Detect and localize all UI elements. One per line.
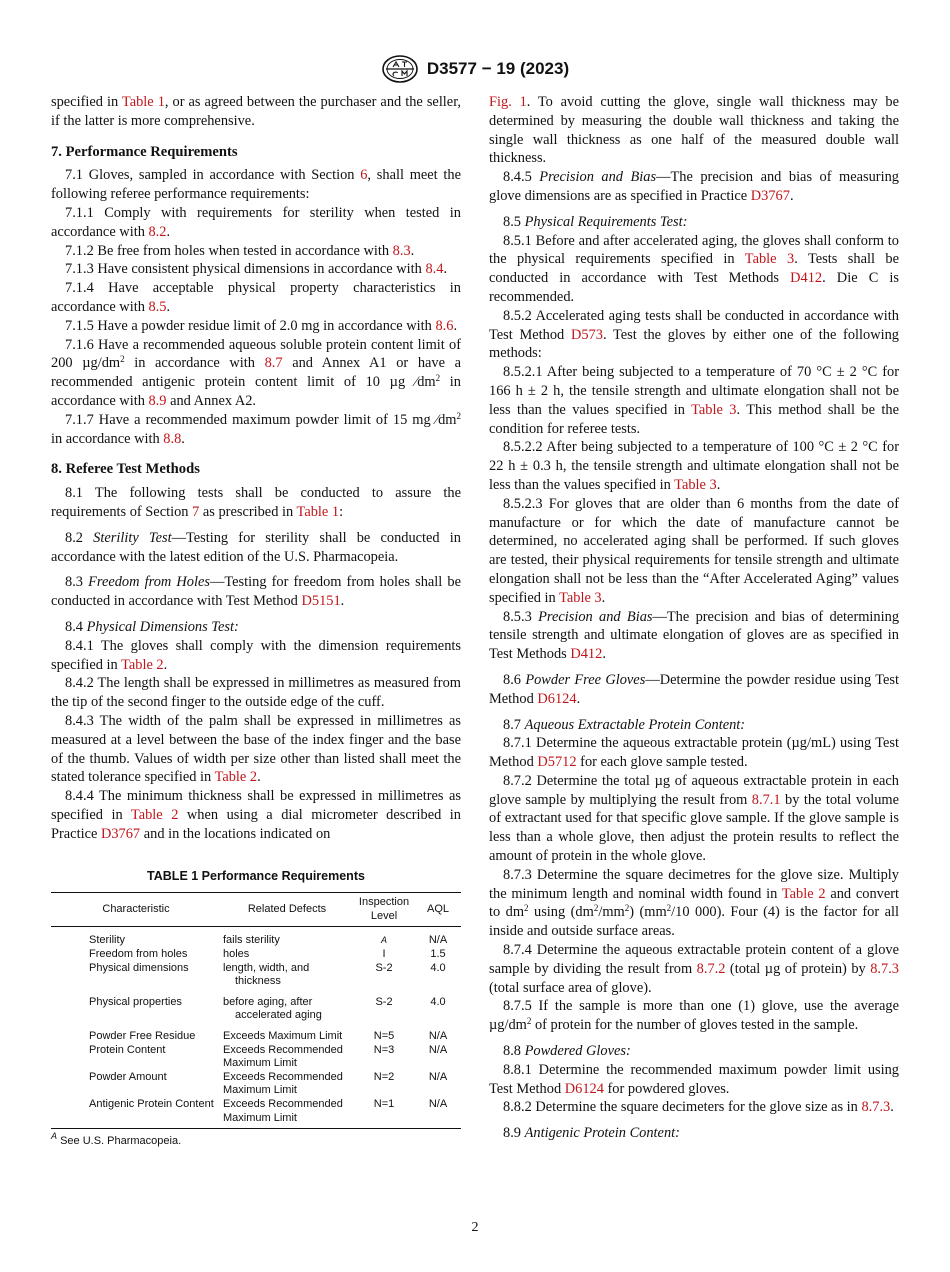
table-cell: 4.0 xyxy=(430,995,446,1008)
table-cell: N=3 xyxy=(373,1043,395,1056)
ref-link[interactable]: 8.7.2 xyxy=(696,960,726,977)
table-row xyxy=(51,948,461,962)
para-8-5: 8.5 Physical Requirements Test: xyxy=(503,213,688,230)
table-cell: N/A xyxy=(428,934,448,947)
table-cell: Exceeds Recommended Maximum Limit xyxy=(221,1098,353,1129)
table-1-title: TABLE 1 Performance Requirements xyxy=(147,869,365,884)
ref-link[interactable]: Table 2 xyxy=(214,769,258,786)
para-8-8-2: 8.8.2 Determine the square decimeters for the glove size as in 8.7.3. xyxy=(503,1099,894,1116)
para-7-1-4: 7.1.4 Have acceptable physical property characteristics in accordance with 8.5. xyxy=(51,280,461,315)
para-8-7: 8.7 Aqueous Extractable Protein Content: xyxy=(503,716,746,733)
ref-link[interactable]: 8.2 xyxy=(148,223,167,240)
para-8-1: 8.1 The following tests shall be conducted to assure the requirements of Section 7 as prescribed in Table 1: xyxy=(51,485,461,520)
table-cell: N/A xyxy=(415,1098,461,1129)
table-cell: 1.5 xyxy=(430,948,446,961)
ref-link[interactable]: D5151 xyxy=(301,593,341,610)
para-7-1-7: 7.1.7 Have a recommended maximum powder limit of 15 mg $⁄dm^2$ in accordance with 8.8. xyxy=(51,410,461,447)
ref-link[interactable]: 8.4 xyxy=(425,261,444,278)
para-8-7-1: 8.7.1 Determine the aqueous extractable protein (µg/mL) using Test Method D5712 for each glove sample tested. xyxy=(489,735,899,771)
table-row xyxy=(51,1071,461,1098)
section-8-title: 8. Referee Test Methods xyxy=(51,461,200,478)
para-8-7-5: 8.7.5 If the sample is more than one (1) glove, use the average $\mu g/dm^2$ of protein for the number of gloves tested in the sample. xyxy=(489,998,899,1034)
para-7-1-6: 7.1.6 Have a recommended aqueous soluble protein content limit of 200 $\mu g/dm^2$ in accordance with 8.7 and Annex A1 or have a recommended antigenic protein content limit of 10 µg $⁄dm^2$ in accordance with 8.9 and Annex A2. xyxy=(51,336,461,409)
para-7-1-2: 7.1.2 Be free from holes when tested in accordance with 8.3. xyxy=(65,242,415,259)
ref-link[interactable]: Table 3 xyxy=(559,589,602,606)
para-7-1-1: 7.1.1 Comply with requirements for sterility when tested in accordance with 8.2. xyxy=(51,204,461,240)
para-8-2: 8.2 Sterility Test—Testing for sterility shall be conducted in accordance with the latest edition of the U.S. Pharmacopeia. xyxy=(51,529,461,565)
ref-link[interactable]: 7 xyxy=(192,503,200,520)
paragraph-continuation: Fig. 1. To avoid cutting the glove, single wall thickness may be determined by measuring the double wall thickness and taking the single wall thickness as one half of the measured double wall thickness. xyxy=(489,94,899,167)
table-row xyxy=(51,1023,461,1044)
para-8-5-3: 8.5.3 Precision and Bias—The precision and bias of determining tensile strength and ultimate elongation of gloves are as specified in Test Methods D412. xyxy=(489,608,900,663)
para-8-4-4: 8.4.4 The minimum thickness shall be expressed in millimetres as specified in Table 2 when using a dial micrometer described in Practice D3767 and in the locations indicated on xyxy=(51,788,461,842)
table-1 xyxy=(51,892,461,1129)
table-cell: Exceeds Recommended Maximum Limit xyxy=(223,1043,343,1070)
ref-link[interactable]: 8.7 xyxy=(264,355,283,372)
table-cell: I xyxy=(382,948,386,961)
para-7-1: 7.1 Gloves, sampled in accordance with Section 6, shall meet the following referee performance requirements: xyxy=(51,167,461,203)
table-cell: S-2 xyxy=(375,995,393,1008)
table-cell: S-2 xyxy=(375,961,393,974)
table-cell: Exceeds Recommended Maximum Limit xyxy=(223,1070,343,1097)
table-cell: A xyxy=(380,935,387,946)
ref-link[interactable]: D3767 xyxy=(750,187,790,204)
para-8-5-2-2: 8.5.2.2 After being subjected to a temperature of 100 °C ± 2 °C for 22 h ± 0.3 h, the tensile strength and ultimate elongation shall not be less than the values specified in Table 3. xyxy=(489,439,899,493)
table-cell: Freedom from holes xyxy=(89,948,188,961)
table-cell: Exceeds Maximum Limit xyxy=(223,1030,343,1043)
document-designation: D3577 − 19 (2023) xyxy=(426,58,570,78)
ref-link[interactable]: D6124 xyxy=(564,1080,604,1097)
ref-link[interactable]: Fig. 1 xyxy=(489,94,527,110)
para-7-1-3: 7.1.3 Have consistent physical dimensions in accordance with 8.4. xyxy=(65,261,448,278)
ref-link[interactable]: 8.5 xyxy=(148,298,167,315)
ref-link[interactable]: 8.3 xyxy=(392,242,411,259)
ref-link[interactable]: 8.7.3 xyxy=(861,1099,891,1116)
ref-link[interactable]: 8.8 xyxy=(163,430,182,447)
page-number: 2 xyxy=(471,1220,479,1235)
para-8-4-3: 8.4.3 The width of the palm shall be expressed in millimetres as measured at a level between the base of the index finger and the base of the thumb. Values of width per size other than listed shall meet the stated tolerance specified in Table 2. xyxy=(51,712,461,786)
ref-link[interactable]: Table 2 xyxy=(781,885,826,902)
ref-link[interactable]: D5712 xyxy=(537,754,577,771)
ref-link[interactable]: Table 1 xyxy=(121,94,165,110)
para-8-8: 8.8 Powdered Gloves: xyxy=(503,1043,631,1060)
ref-link[interactable]: D412 xyxy=(570,646,603,663)
para-8-8-1: 8.8.1 Determine the recommended maximum powder limit using Test Method D6124 for powdered gloves. xyxy=(489,1061,899,1097)
table-row xyxy=(51,927,461,948)
ref-link[interactable]: Table 1 xyxy=(296,503,340,520)
table-cell: N/A xyxy=(428,1030,448,1043)
para-8-5-1: 8.5.1 Before and after accelerated aging, the gloves shall conform to the physical requirements specified in Table 3. Tests shall be conducted in accordance with Test Methods D412. Die C is recommended. xyxy=(489,232,900,305)
para-8-7-4: 8.7.4 Determine the aqueous extractable protein content of a glove sample by dividing the result from 8.7.2 (total µg of protein) by 8.7.3 (total surface area of glove). xyxy=(489,942,899,996)
table-cell: N/A xyxy=(428,1070,448,1083)
ref-link[interactable]: 8.9 xyxy=(148,392,167,409)
table-cell: N=2 xyxy=(373,1070,395,1083)
para-7-1-5: 7.1.5 Have a powder residue limit of 2.0 mg in accordance with 8.6. xyxy=(65,317,458,334)
para-8-7-3: 8.7.3 Determine the square decimetres for the glove size. Multiply the minimum length and nominal width found in Table 2 and convert to $dm^2$ using $(dm^2/mm^2)$ ($mm^2/10$ 000). Four (4) is the factor for all inside and outside surface areas. xyxy=(489,866,900,940)
ref-link[interactable]: D6124 xyxy=(537,690,577,707)
ref-link[interactable]: 8.7.1 xyxy=(751,791,781,808)
table-cell: length, width, and thickness xyxy=(223,961,310,988)
table-row xyxy=(51,1098,461,1129)
ref-link[interactable]: 8.6 xyxy=(435,317,454,334)
table-footnote: $^A$ See U.S. Pharmacopeia. xyxy=(51,1131,182,1148)
para-8-3: 8.3 Freedom from Holes—Testing for freedom from holes shall be conducted in accordance with Test Method D5151. xyxy=(51,574,461,610)
table-cell: Antigenic Protein Content xyxy=(51,1098,221,1129)
table-cell: N=5 xyxy=(373,1030,395,1043)
page-header xyxy=(0,52,950,86)
para-8-4: 8.4 Physical Dimensions Test: xyxy=(65,618,239,635)
section-7-title: 7. Performance Requirements xyxy=(51,143,238,160)
left-column xyxy=(51,93,461,1151)
column-header: Characteristic xyxy=(51,893,221,927)
column-header: AQL xyxy=(415,893,461,927)
table-row xyxy=(51,1044,461,1071)
table-row xyxy=(51,989,461,1023)
ref-link[interactable]: D3767 xyxy=(100,825,141,842)
paragraph-continuation: specified in Table 1, or as agreed between the purchaser and the seller, if the latter is more comprehensive. xyxy=(51,94,462,129)
table-cell: Powder Amount xyxy=(89,1070,167,1083)
column-header: Related Defects xyxy=(221,893,353,927)
table-cell: Protein Content xyxy=(89,1043,166,1056)
table-cell: before aging, after accelerated aging xyxy=(223,995,322,1022)
right-column xyxy=(489,93,899,1143)
ref-link[interactable]: Table 2 xyxy=(121,656,164,673)
para-8-4-5: 8.4.5 Precision and Bias—The precision and bias of measuring glove dimensions are as specified in Practice D3767. xyxy=(489,169,899,204)
column-header: Inspection Level xyxy=(353,893,415,927)
ref-link[interactable]: Table 3 xyxy=(674,476,717,493)
table-cell: fails sterility xyxy=(223,934,280,947)
table-cell: Physical dimensions xyxy=(89,961,189,974)
astm-logo-icon xyxy=(381,54,419,84)
table-cell: Physical properties xyxy=(89,995,182,1008)
ref-link[interactable]: 6 xyxy=(360,167,368,184)
para-8-5-2-3: 8.5.2.3 For gloves that are older than 6 months from the date of manufacture or for which the date of manufacture cannot be determined, no accelerated aging shall be performed. If such gloves are tested, their physical requirements for tensile strength and ultimate elongation shall not be less than the “After Accelerated Aging” values specified in Table 3. xyxy=(489,495,899,606)
table-cell: 4.0 xyxy=(430,961,446,974)
para-8-5-2-1: 8.5.2.1 After being subjected to a temperature of 70 °C ± 2 °C for 166 h ± 2 h, the tensile strength and ultimate elongation shall not be less than the values specified in Table 3. This method shall be the condition for referee tests. xyxy=(489,364,900,437)
table-cell: Sterility xyxy=(89,934,126,947)
table-cell: holes xyxy=(223,948,250,961)
ref-link[interactable]: Table 3 xyxy=(744,251,795,268)
para-8-5-2: 8.5.2 Accelerated aging tests shall be conducted in accordance with Test Method D573. Test the gloves by either one of the following methods: xyxy=(489,307,899,362)
ref-link[interactable]: Table 2 xyxy=(130,806,179,823)
para-8-9: 8.9 Antigenic Protein Content: xyxy=(503,1125,680,1142)
para-8-6: 8.6 Powder Free Gloves—Determine the powder residue using Test Method D6124. xyxy=(489,671,899,707)
table-header-row xyxy=(51,893,461,927)
table-cell: N=1 xyxy=(353,1098,415,1129)
ref-link[interactable]: 8.7.3 xyxy=(870,960,899,977)
para-8-4-2: 8.4.2 The length shall be expressed in millimetres as measured from the tip of the second finger to the outside edge of the cuff. xyxy=(51,675,461,711)
ref-link[interactable]: D573 xyxy=(570,326,603,343)
table-cell: Powder Free Residue xyxy=(89,1030,196,1043)
table-row xyxy=(51,962,461,989)
table-cell: N/A xyxy=(428,1043,448,1056)
para-8-7-2: 8.7.2 Determine the total µg of aqueous extractable protein in each glove sample by multiplying the result from 8.7.1 by the total volume of extractant used for that specific glove sample. If the glove sample is less than a whole glove, then adjust the protein results to reflect the amount of protein in the whole glove. xyxy=(489,772,899,865)
para-8-4-1: 8.4.1 The gloves shall comply with the dimension requirements specified in Table 2. xyxy=(51,637,461,673)
ref-link[interactable]: Table 3 xyxy=(691,401,737,418)
ref-link[interactable]: D412 xyxy=(790,270,823,287)
